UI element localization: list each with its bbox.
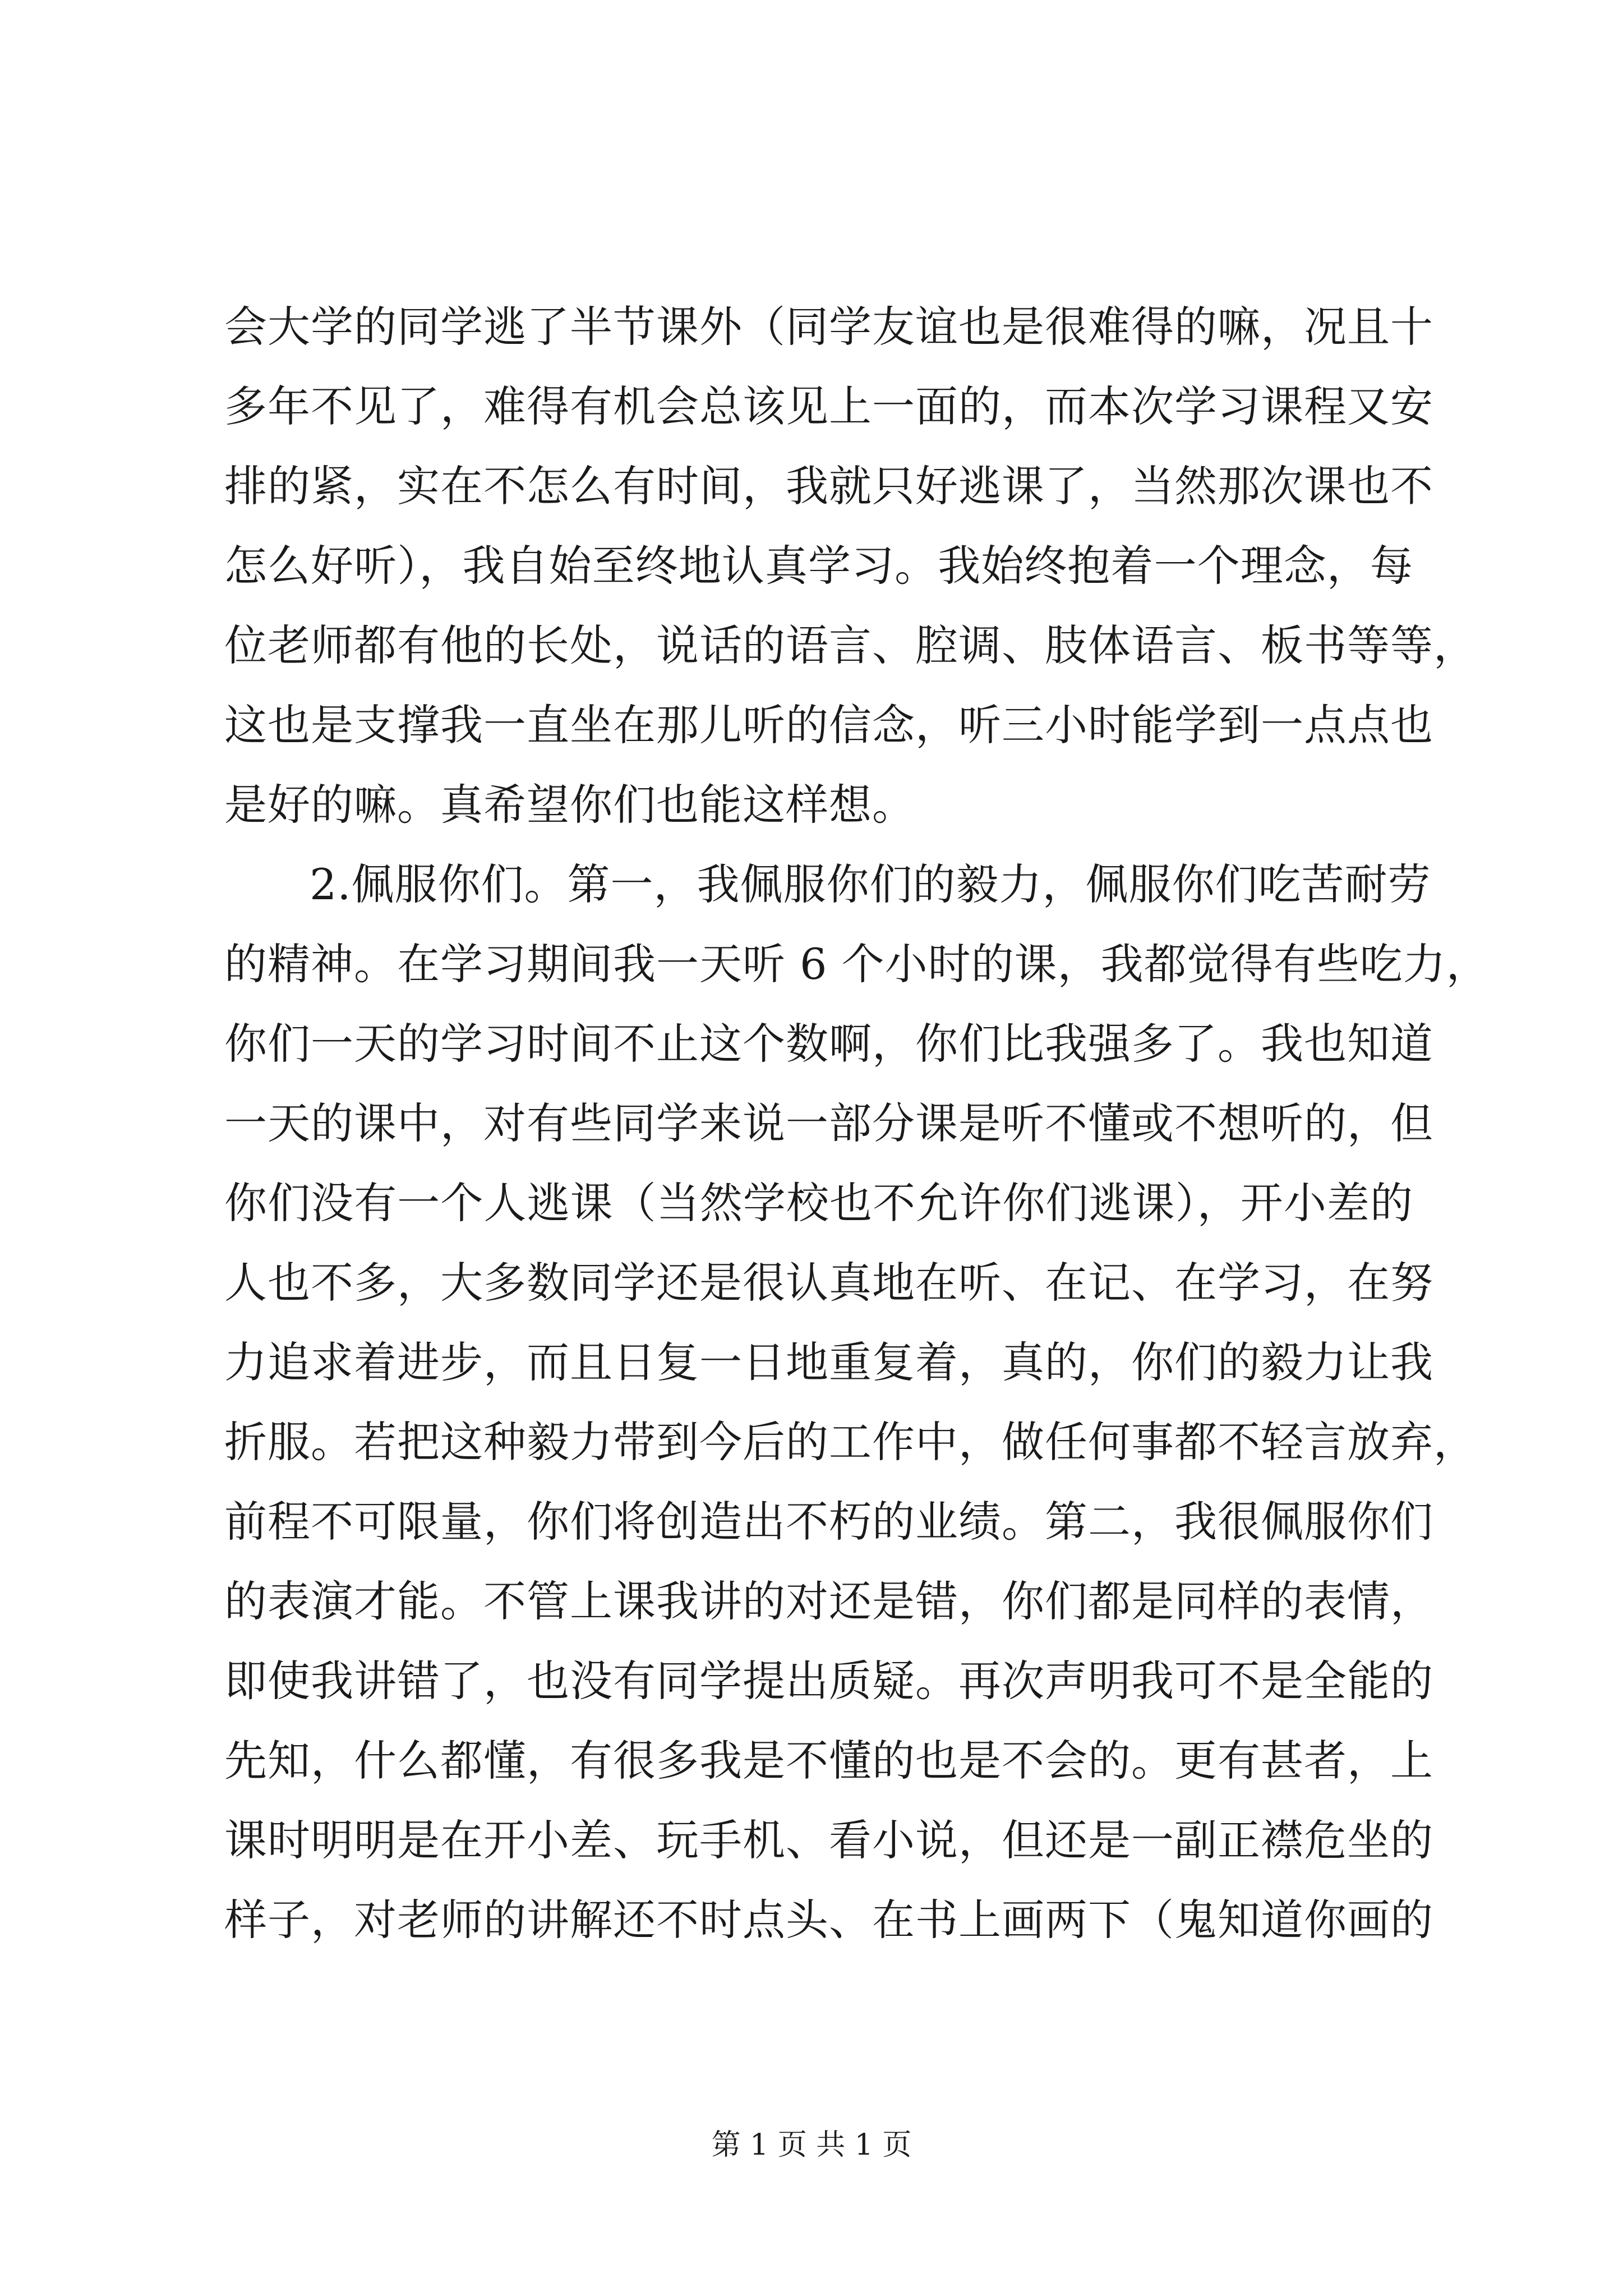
page-number-footer: 第 1 页 共 1 页 — [711, 2128, 912, 2162]
text-line: 怎么好听），我自始至终地认真学习。我始终抱着一个理念，每 — [224, 541, 1413, 591]
text-line: 样子，对老师的讲解还不时点头、在书上画两下（鬼知道你画的 — [224, 1895, 1433, 1945]
text-line: 的表演才能。不管上课我讲的对还是错，你们都是同样的表情， — [224, 1576, 1433, 1626]
text-line: 会大学的同学逃了半节课外（同学友谊也是很难得的嘛，况且十 — [224, 302, 1433, 352]
text-line: 你们没有一个人逃课（当然学校也不允许你们逃课），开小差的 — [224, 1178, 1413, 1228]
text-line: 多年不见了，难得有机会总该见上一面的，而本次学习课程又安 — [224, 381, 1433, 431]
text-line: 先知，什么都懂，有很多我是不懂的也是不会的。更有甚者，上 — [224, 1736, 1433, 1786]
text-line: 你们一天的学习时间不止这个数啊，你们比我强多了。我也知道 — [224, 1019, 1433, 1069]
text-line: 力追求着进步，而且日复一日地重复着，真的，你们的毅力让我 — [224, 1337, 1433, 1387]
text-line: 2.佩服你们。第一，我佩服你们的毅力，佩服你们吃苦耐劳 — [310, 859, 1431, 909]
text-line: 前程不可限量，你们将创造出不朽的业绩。第二，我很佩服你们 — [224, 1497, 1433, 1547]
document-body — [224, 287, 1490, 1960]
text-line: 这也是支撑我一直坐在那儿听的信念，听三小时能学到一点点也 — [224, 700, 1433, 750]
text-line: 位老师都有他的长处，说话的语言、腔调、肢体语言、板书等等， — [224, 620, 1477, 670]
text-line: 一天的课中，对有些同学来说一部分课是听不懂或不想听的，但 — [224, 1098, 1433, 1148]
text-line: 的精神。在学习期间我一天听 6 个小时的课，我都觉得有些吃力， — [224, 939, 1490, 989]
text-line: 是好的嘛。真希望你们也能这样想。 — [224, 780, 915, 830]
text-line: 课时明明是在开小差、玩手机、看小说，但还是一副正襟危坐的 — [224, 1815, 1433, 1865]
text-line: 排的紧，实在不怎么有时间，我就只好逃课了，当然那次课也不 — [224, 461, 1433, 511]
text-line: 折服。若把这种毅力带到今后的工作中，做任何事都不轻言放弃， — [224, 1417, 1477, 1467]
text-line: 人也不多，大多数同学还是很认真地在听、在记、在学习，在努 — [224, 1258, 1433, 1308]
text-line: 即使我讲错了，也没有同学提出质疑。再次声明我可不是全能的 — [224, 1656, 1433, 1706]
